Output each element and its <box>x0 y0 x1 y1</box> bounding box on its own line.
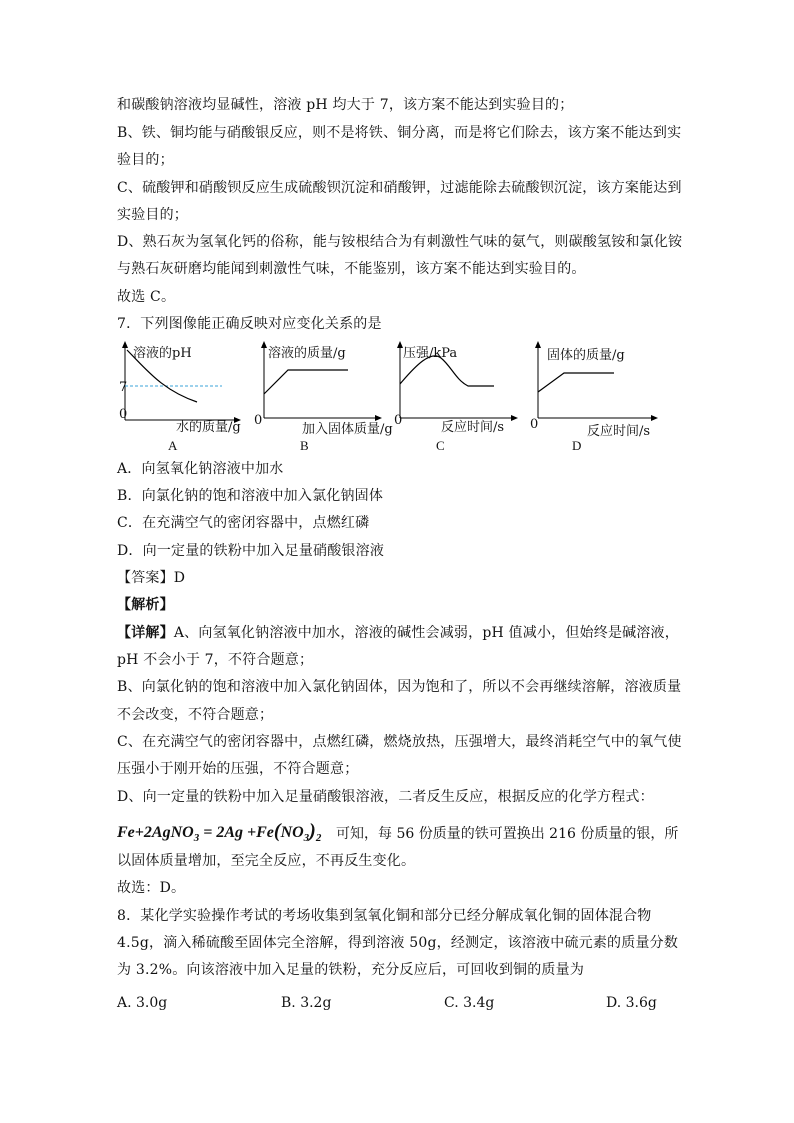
text-line: B、铁、铜均能与硝酸银反应，则不是将铁、铜分离，而是将它们除去，该方案不能达到实 <box>117 125 682 141</box>
eq-paren: ) <box>309 820 316 842</box>
graph-a-ylabel: 溶液的pH <box>133 346 192 361</box>
solid-mass-curve <box>538 373 614 392</box>
graph-c-origin: 0 <box>394 413 403 428</box>
graph-a-xlabel: 水的质量/g <box>176 420 241 435</box>
graph-d-xlabel: 反应时间/s <box>587 424 651 439</box>
detail-line: 压强小于刚开始的压强，不符合题意； <box>117 761 359 777</box>
graph-d-caption: D <box>572 438 582 453</box>
eq-sub: 3 <box>303 832 310 845</box>
eq-sub: 2 <box>315 832 322 845</box>
eq-agno: 2AgNO <box>143 824 194 841</box>
text-line: 与熟石灰研磨均能闻到刺激性气味，不能鉴别，该方案不能达到实验目的。 <box>117 261 586 277</box>
q8-option-b: B. 3.2g <box>281 995 332 1011</box>
graph-d-origin: 0 <box>530 417 539 432</box>
detail-line: C、在充满空气的密闭容器中，点燃红磷，燃烧放热，压强增大，最终消耗空气中的氧气使 <box>117 734 682 750</box>
detail-text: A、向氢氧化钠溶液中加水，溶液的碱性会减弱，pH 值减小，但始终是碱溶液， <box>173 625 679 641</box>
q8-option-a: A. 3.0g <box>117 995 168 1011</box>
detail-line: B、向氯化钠的饱和溶液中加入氯化钠固体，因为饱和了，所以不会再继续溶解，溶液质量 <box>117 679 682 695</box>
eq-fe: Fe <box>117 824 135 841</box>
text-line: 4.5g，滴入稀硫酸至固体完全溶解，得到溶液 50g，经测定，该溶液中硫元素的质量分数 <box>117 935 679 951</box>
graph-d-ylabel: 固体的质量/g <box>547 348 625 363</box>
text-line: C、硫酸钾和硝酸钡反应生成硫酸钡沉淀和硝酸钾，过滤能除去硫酸钡沉淀，该方案能达到 <box>117 180 682 196</box>
graph-a-caption: A <box>168 438 178 453</box>
text-line: 故选：D。 <box>117 880 186 896</box>
graph-b-caption: B <box>300 438 309 453</box>
graph-b-ylabel: 溶液的质量/g <box>268 346 346 361</box>
equation-tail-text: 可知，每 56 份质量的铁可置换出 216 份质量的银，所 <box>336 826 679 842</box>
graph-c-xlabel: 反应时间/s <box>441 420 505 435</box>
graph-b-xlabel: 加入固体质量/g <box>302 422 393 437</box>
eq-plus: + <box>134 824 144 841</box>
chemical-equation <box>117 820 321 844</box>
q8-option-c: C. 3.4g <box>444 995 495 1011</box>
question-8-stem: 8．某化学实验操作考试的考场收集到氢氧化铜和部分已经分解成氧化铜的固体混合物 <box>117 908 652 924</box>
analysis-header: 【解析】 <box>117 597 174 613</box>
q7-option-b: B．向氯化钠的饱和溶液中加入氯化钠固体 <box>117 488 384 504</box>
graph-a-tick-7: 7 <box>119 380 128 395</box>
graph-c-caption: C <box>436 438 445 453</box>
eq-equals: = <box>203 824 213 841</box>
q8-option-d: D. 3.6g <box>606 995 657 1011</box>
detail-label: 【详解】 <box>117 625 174 641</box>
text-line: D、熟石灰为氢氧化钙的俗称，能与铵根结合为有刺激性气味的氨气，则碳酸氢铵和氯化铵 <box>117 234 683 250</box>
eq-plus: + <box>246 824 257 841</box>
y-arrow <box>535 341 541 348</box>
eq-no: NO <box>280 824 304 841</box>
x-arrow <box>511 415 518 421</box>
detail-line-1 <box>117 623 679 643</box>
text-line: 实验目的； <box>117 207 188 223</box>
detail-line: 不会改变，不符合题意； <box>117 707 274 723</box>
q7-option-a: A．向氢氧化钠溶液中加水 <box>117 461 284 477</box>
eq-fe: Fe <box>256 824 274 841</box>
y-arrow <box>261 341 267 348</box>
mass-curve <box>264 370 348 394</box>
eq-ag: 2Ag <box>216 824 243 841</box>
detail-line: pH 不会小于 7，不符合题意； <box>117 652 314 668</box>
detail-line: D、向一定量的铁粉中加入足量硝酸银溶液，二者反生反应，根据反应的化学方程式： <box>117 789 654 805</box>
text-line: 和碳酸钠溶液均显碱性，溶液 pH 均大于 7，该方案不能达到实验目的； <box>117 97 574 113</box>
graph-c-ylabel: 压强/kPa <box>403 346 458 361</box>
graph-b-origin: 0 <box>254 413 263 428</box>
text-line: 以固体质量增加，至完全反应，不再反生变化。 <box>117 853 416 869</box>
text-line: 为 3.2%。向该溶液中加入足量的铁粉，充分反应后，可回收到铜的质量为 <box>117 962 585 978</box>
graph-a-origin: 0 <box>119 407 128 422</box>
y-arrow <box>122 341 128 348</box>
x-arrow <box>651 415 658 421</box>
q7-option-c: C．在充满空气的密闭容器中，点燃红磷 <box>117 515 370 531</box>
q7-option-d: D．向一定量的铁粉中加入足量硝酸银溶液 <box>117 543 385 559</box>
text-line: 验目的； <box>117 152 174 168</box>
question-7-stem: 7．下列图像能正确反映对应变化关系的是 <box>117 316 382 332</box>
eq-paren: ( <box>273 820 281 842</box>
eq-sub: 3 <box>193 832 200 845</box>
text-line: 故选 C。 <box>117 289 176 305</box>
answer: 【答案】D <box>117 570 186 586</box>
